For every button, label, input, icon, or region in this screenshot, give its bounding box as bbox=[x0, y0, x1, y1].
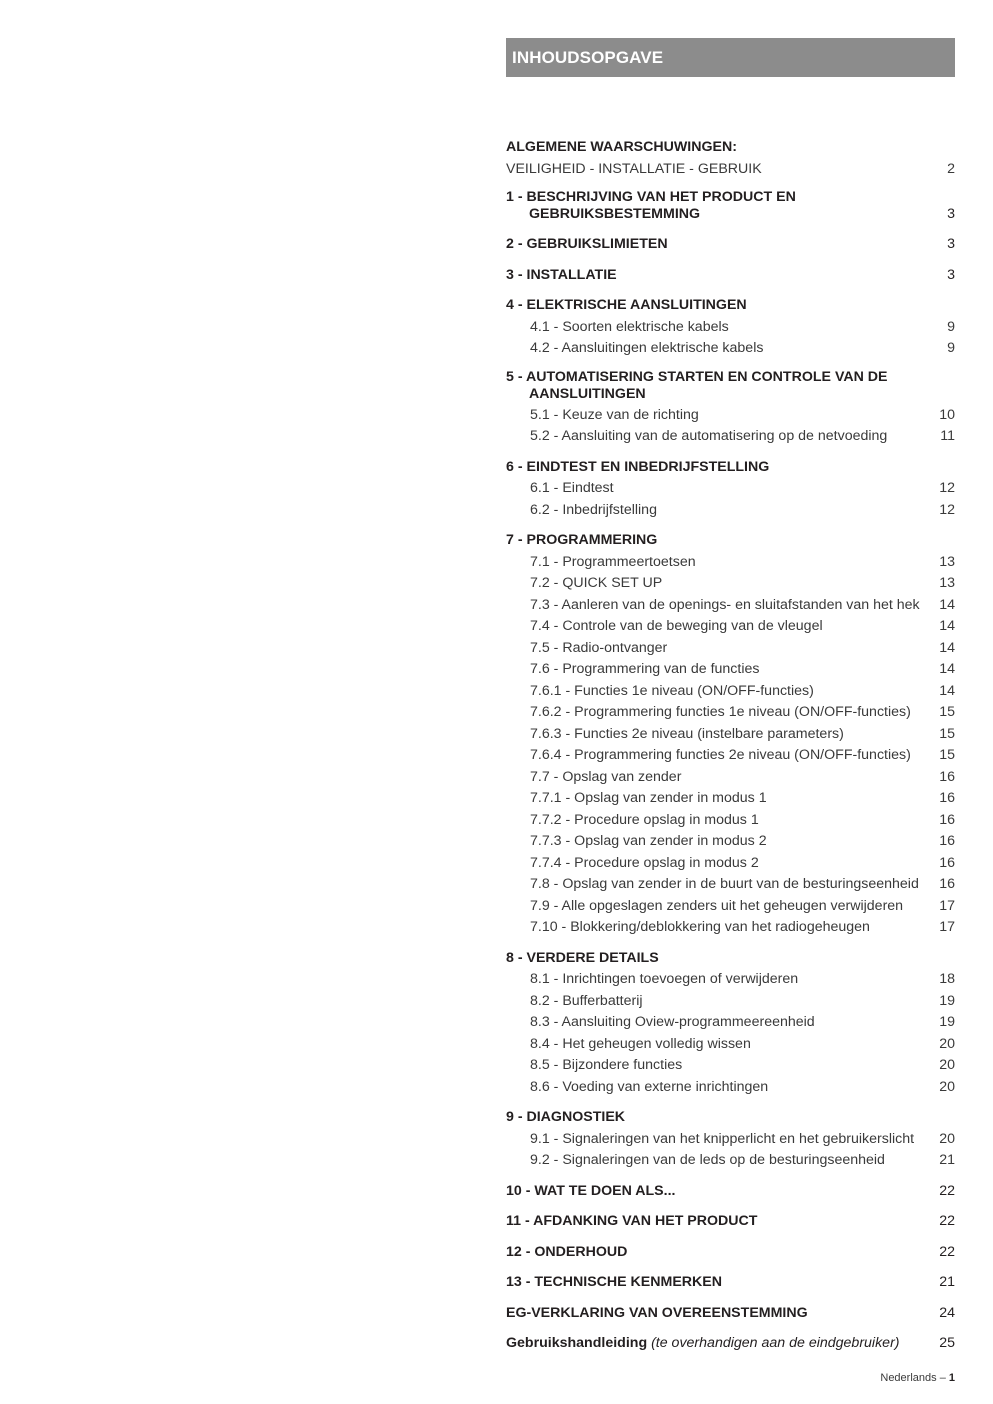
toc-entry[interactable] bbox=[506, 702, 955, 724]
toc-entry[interactable] bbox=[506, 745, 955, 767]
toc-entry[interactable] bbox=[506, 853, 955, 875]
toc-entry-label: 7.8 - Opslag van zender in de buurt van de besturingseenheid bbox=[530, 876, 919, 892]
toc-entry-label: 7.9 - Alle opgeslagen zenders uit het geheugen verwijderen bbox=[530, 897, 904, 914]
toc-section-eg bbox=[506, 1303, 955, 1325]
toc-heading-label: ALGEMENE WAARSCHUWINGEN: bbox=[506, 139, 737, 155]
toc-section-3 bbox=[506, 265, 955, 287]
toc-entry-label: 6.1 - Eindtest bbox=[530, 480, 614, 496]
toc-heading[interactable] bbox=[506, 295, 955, 317]
toc-entry[interactable] bbox=[506, 767, 955, 789]
toc-heading-line1: 1 - BESCHRIJVING VAN HET PRODUCT EN bbox=[506, 189, 796, 205]
toc-heading-label: 6 - EINDTEST EN INBEDRIJFSTELLING bbox=[506, 458, 770, 475]
toc-heading[interactable] bbox=[506, 1272, 955, 1294]
toc-heading-label: 3 - INSTALLATIE bbox=[506, 266, 617, 283]
toc-page-number: 19 bbox=[939, 992, 955, 1009]
toc-page-number: 20 bbox=[939, 1130, 955, 1147]
toc-page-number: 20 bbox=[939, 1057, 955, 1073]
toc-entry-label: 7.7.4 - Procedure opslag in modus 2 bbox=[530, 854, 759, 871]
toc-heading-label: 13 - TECHNISCHE KENMERKEN bbox=[506, 1274, 722, 1290]
toc-heading-label: 4 - ELEKTRISCHE AANSLUITINGEN bbox=[506, 297, 747, 313]
toc-entry-label: 9.1 - Signaleringen van het knipperlicht en het gebruikerslicht bbox=[530, 1130, 915, 1147]
toc-entry[interactable] bbox=[506, 500, 955, 522]
toc-entry[interactable] bbox=[506, 1055, 955, 1077]
toc-heading[interactable] bbox=[506, 265, 955, 287]
toc-entry[interactable] bbox=[506, 338, 955, 360]
toc-heading[interactable] bbox=[506, 189, 955, 225]
toc-section-2 bbox=[506, 234, 955, 256]
toc-entry[interactable] bbox=[506, 917, 955, 939]
toc-heading[interactable] bbox=[506, 234, 955, 256]
toc-entry-label: 7.7.3 - Opslag van zender in modus 2 bbox=[530, 833, 767, 849]
toc-page-number: 19 bbox=[939, 1014, 955, 1030]
toc-heading[interactable] bbox=[506, 457, 955, 479]
toc-header-bar bbox=[506, 38, 955, 77]
toc-entry-label: 5.2 - Aansluiting van de automatisering op de netvoeding bbox=[530, 428, 888, 444]
toc-section-12 bbox=[506, 1242, 955, 1264]
toc-entry-label: 7.7.2 - Procedure opslag in modus 1 bbox=[530, 811, 759, 828]
toc-page-number: 14 bbox=[939, 596, 955, 613]
toc-heading-label: 12 - ONDERHOUD bbox=[506, 1243, 628, 1260]
toc-entry-label: 7.6 - Programmering van de functies bbox=[530, 661, 760, 677]
toc-page-number: 22 bbox=[939, 1182, 955, 1199]
toc-entry[interactable] bbox=[506, 1077, 955, 1099]
toc-entry-label: 8.6 - Voeding van externe inrichtingen bbox=[530, 1078, 769, 1095]
toc-heading[interactable] bbox=[506, 948, 955, 970]
toc-heading-label: 8 - VERDERE DETAILS bbox=[506, 949, 659, 966]
toc-entry[interactable] bbox=[506, 724, 955, 746]
toc-entry-label: 7.3 - Aanleren van de openings- en sluitafstanden van het hek bbox=[530, 596, 920, 613]
footer-page-number: 1 bbox=[948, 1372, 955, 1384]
toc-entry-label: 7.6.1 - Functies 1e niveau (ON/OFF-functies) bbox=[530, 682, 814, 699]
toc-entry[interactable] bbox=[506, 552, 955, 574]
toc-page-number: 15 bbox=[939, 747, 955, 763]
toc-page-number: 12 bbox=[939, 480, 955, 496]
toc-heading[interactable] bbox=[506, 1211, 955, 1233]
toc-entry[interactable] bbox=[506, 478, 955, 500]
toc-page-number: 14 bbox=[939, 639, 955, 656]
toc-heading[interactable] bbox=[506, 1181, 955, 1203]
toc-page-number: 3 bbox=[947, 205, 955, 222]
toc-entry-label: 7.1 - Programmeertoetsen bbox=[530, 553, 696, 570]
toc-page-number: 10 bbox=[939, 406, 955, 423]
toc-section-6 bbox=[506, 457, 955, 522]
toc-page-number: 13 bbox=[939, 553, 955, 570]
toc-heading-label: 2 - GEBRUIKSLIMIETEN bbox=[506, 236, 668, 252]
toc-section-11 bbox=[506, 1211, 955, 1233]
toc-page-number: 3 bbox=[947, 236, 955, 252]
toc-entry-label: 7.2 - QUICK SET UP bbox=[530, 575, 663, 591]
toc-heading-label: 10 - WAT TE DOEN ALS... bbox=[506, 1182, 676, 1199]
toc-entry-label: 8.4 - Het geheugen volledig wissen bbox=[530, 1035, 751, 1052]
toc-page-number: 12 bbox=[939, 501, 955, 518]
toc-entry-label: 7.4 - Controle van de beweging van de vleugel bbox=[530, 618, 823, 634]
toc-page-number: 25 bbox=[939, 1335, 955, 1351]
toc-section-1 bbox=[506, 189, 955, 225]
toc-entry[interactable] bbox=[506, 426, 955, 448]
toc-heading-label: 7 - PROGRAMMERING bbox=[506, 532, 658, 548]
toc-page-number: 16 bbox=[939, 768, 955, 785]
toc-entry[interactable] bbox=[506, 595, 955, 617]
toc-entry-label: 7.6.3 - Functies 2e niveau (instelbare parameters) bbox=[530, 725, 844, 742]
toc-entry[interactable] bbox=[506, 896, 955, 918]
toc-entry[interactable] bbox=[506, 991, 955, 1013]
toc-page-number: 21 bbox=[939, 1274, 955, 1290]
toc-page-number: 16 bbox=[939, 854, 955, 871]
table-of-contents bbox=[506, 137, 955, 1364]
toc-entry[interactable] bbox=[506, 1129, 955, 1151]
toc-heading-note: (te overhandigen aan de eindgebruiker) bbox=[651, 1335, 900, 1351]
toc-entry[interactable] bbox=[506, 788, 955, 810]
toc-entry[interactable] bbox=[506, 616, 955, 638]
toc-page-number: 14 bbox=[939, 661, 955, 677]
toc-heading-label: Gebruikshandleiding bbox=[506, 1335, 648, 1351]
toc-entry-label: 9.2 - Signaleringen van de leds op de besturingseenheid bbox=[530, 1152, 885, 1168]
toc-entry[interactable] bbox=[506, 1150, 955, 1172]
toc-page-number: 17 bbox=[939, 919, 955, 935]
toc-heading[interactable] bbox=[506, 530, 955, 552]
toc-entry-label: 5.1 - Keuze van de richting bbox=[530, 406, 699, 423]
toc-page-number: 14 bbox=[939, 618, 955, 634]
toc-entry-label: 7.6.2 - Programmering functies 1e niveau (ON/OFF-functies) bbox=[530, 704, 911, 720]
toc-section-10 bbox=[506, 1181, 955, 1203]
toc-entry-label: 7.6.4 - Programmering functies 2e niveau (ON/OFF-functies) bbox=[530, 747, 911, 763]
toc-page-number: 15 bbox=[939, 725, 955, 742]
toc-entry-label: 4.1 - Soorten elektrische kabels bbox=[530, 318, 729, 335]
toc-heading-label: EG-VERKLARING VAN OVEREENSTEMMING bbox=[506, 1304, 808, 1321]
toc-heading-line2: AANSLUITINGEN bbox=[529, 385, 646, 402]
toc-entry[interactable] bbox=[506, 573, 955, 595]
toc-entry[interactable] bbox=[506, 317, 955, 339]
toc-entry[interactable] bbox=[506, 159, 955, 181]
toc-entry-label: 7.7.1 - Opslag van zender in modus 1 bbox=[530, 790, 767, 806]
toc-entry-label: 6.2 - Inbedrijfstelling bbox=[530, 501, 657, 518]
toc-entry-label: 7.5 - Radio-ontvanger bbox=[530, 639, 668, 656]
toc-section-user-manual bbox=[506, 1333, 955, 1355]
toc-page-number: 9 bbox=[947, 318, 955, 335]
toc-entry[interactable] bbox=[506, 681, 955, 703]
toc-entry-label: 7.7 - Opslag van zender bbox=[530, 768, 682, 785]
toc-section-general bbox=[506, 137, 955, 180]
toc-section-13 bbox=[506, 1272, 955, 1294]
toc-entry-label: 7.10 - Blokkering/deblokkering van het radiogeheugen bbox=[530, 919, 870, 935]
toc-entry[interactable] bbox=[506, 405, 955, 427]
toc-heading[interactable] bbox=[506, 1333, 955, 1355]
toc-page-number: 9 bbox=[947, 340, 955, 356]
toc-heading[interactable] bbox=[506, 1303, 955, 1325]
toc-entry[interactable] bbox=[506, 1034, 955, 1056]
toc-entry-label: 8.5 - Bijzondere functies bbox=[530, 1057, 683, 1073]
toc-page-number: 20 bbox=[939, 1035, 955, 1052]
toc-entry-label: 8.1 - Inrichtingen toevoegen of verwijderen bbox=[530, 971, 799, 987]
toc-entry[interactable] bbox=[506, 1012, 955, 1034]
toc-page-number: 16 bbox=[939, 811, 955, 828]
toc-page-number: 14 bbox=[939, 682, 955, 699]
toc-page-number: 11 bbox=[940, 428, 955, 444]
toc-heading[interactable] bbox=[506, 137, 955, 159]
toc-entry[interactable] bbox=[506, 831, 955, 853]
toc-page-number: 21 bbox=[939, 1152, 955, 1168]
toc-section-5 bbox=[506, 369, 955, 448]
toc-page-number: 22 bbox=[939, 1213, 955, 1229]
toc-heading-line2: GEBRUIKSBESTEMMING bbox=[529, 206, 701, 222]
toc-heading-label: 9 - DIAGNOSTIEK bbox=[506, 1109, 626, 1125]
toc-entry[interactable] bbox=[506, 969, 955, 991]
toc-page-number: 13 bbox=[939, 575, 955, 591]
toc-page-number: 16 bbox=[939, 790, 955, 806]
toc-entry[interactable] bbox=[506, 659, 955, 681]
toc-page-number: 24 bbox=[939, 1304, 955, 1321]
toc-page-number: 22 bbox=[939, 1243, 955, 1260]
page-footer bbox=[880, 1372, 955, 1384]
page-title: INHOUDSOPGAVE bbox=[512, 47, 664, 67]
toc-page-number: 20 bbox=[939, 1078, 955, 1095]
toc-entry[interactable] bbox=[506, 810, 955, 832]
toc-page-number: 2 bbox=[947, 160, 955, 177]
toc-entry-label: 4.2 - Aansluitingen elektrische kabels bbox=[530, 340, 764, 356]
toc-entry-label: 8.2 - Bufferbatterij bbox=[530, 992, 643, 1009]
toc-section-9 bbox=[506, 1107, 955, 1172]
toc-entry[interactable] bbox=[506, 638, 955, 660]
toc-entry[interactable] bbox=[506, 874, 955, 896]
toc-heading-label: 11 - AFDANKING VAN HET PRODUCT bbox=[506, 1213, 758, 1229]
toc-entry-label: VEILIGHEID - INSTALLATIE - GEBRUIK bbox=[506, 160, 762, 177]
toc-page-number: 16 bbox=[939, 876, 955, 892]
toc-heading[interactable] bbox=[506, 1242, 955, 1264]
toc-heading[interactable] bbox=[506, 1107, 955, 1129]
toc-page-number: 3 bbox=[947, 266, 955, 283]
toc-section-4 bbox=[506, 295, 955, 360]
toc-page-number: 15 bbox=[939, 704, 955, 720]
toc-entry-label: 8.3 - Aansluiting Oview-programmeereenheid bbox=[530, 1014, 815, 1030]
toc-page-number: 17 bbox=[939, 897, 955, 914]
toc-heading[interactable] bbox=[506, 369, 955, 405]
toc-page-number: 16 bbox=[939, 833, 955, 849]
toc-page-number: 18 bbox=[939, 971, 955, 987]
toc-section-8 bbox=[506, 948, 955, 1099]
toc-heading-line1: 5 - AUTOMATISERING STARTEN EN CONTROLE VAN DE bbox=[506, 368, 888, 385]
toc-section-7 bbox=[506, 530, 955, 939]
footer-language: Nederlands – bbox=[880, 1372, 949, 1384]
